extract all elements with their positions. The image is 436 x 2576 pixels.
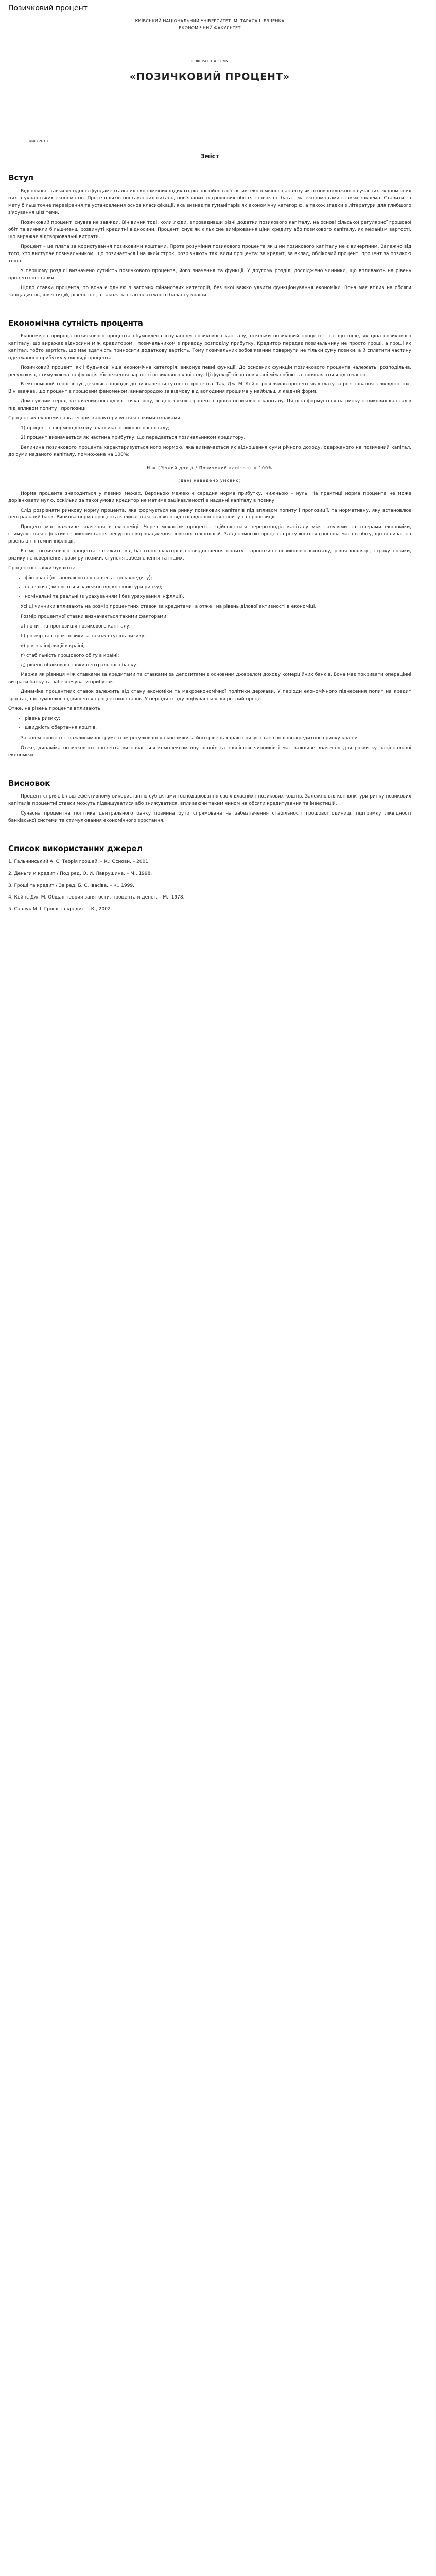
- intro-paragraph: Відсоткові ставки як одні із фундаментальних економічних індикаторів постійно в об'єктиві економічного аналізу як основоположного сучасних економічних цих, і українських економістів. Проте шляхів поставлених питань, пов'язаних із грошових обіття ставок і є багатьма економістами ставки зокрема. Ставити за мету більш точне перевірення та установлення основ класифікації, яка визнає та гуманітарів як економічну категорію, а також згадки з літератури для глибшого з'ясування цієї теми.: [8, 189, 411, 216]
- list-item: 2) процент визначається як частина прибутку, що передається позичальником кредитору.: [21, 435, 246, 441]
- ref-label: РЕФЕРАТ НА ТЕМУ: [190, 59, 229, 64]
- factor-item: б) розмір та строк позики, а також ступінь ризику;: [21, 633, 146, 639]
- faculty-name: ЕКОНОМІЧНИЙ ФАКУЛЬТЕТ: [179, 26, 241, 31]
- title-page: [8, 18, 411, 161]
- factor-item: а) попит та пропозиція позикового капіталу;: [21, 623, 131, 629]
- essence-paragraph: Домінуючим серед зазначених поглядів є точка зору, згідно з якою процент є ціною позикового капіталу. Ця ціна формується на ринку позикових капіталів під впливом попиту і пропозиції:: [8, 399, 411, 412]
- essence-paragraph: Маржа як різниця між ставками за кредитами та ставками за депозитами є основним джерелом доходу комерційних банків. Вона має покривати операційні витрати банку та забезпечувати прибуток.: [8, 672, 411, 685]
- conclusion-paragraph: Сучасна процентна політика центрального банку повинна бути спрямована на забезпечення стабільності грошової одиниці, підтримку ліквідності банківської системи та стимулювання економічного зростання.: [8, 810, 411, 823]
- essence-paragraph: Позичковий процент, як і будь-яка інша економічна категорія, виконує певні функції. До основних функцій позичкового процента належать: розподільча, регулююча, стимулююча та функція збереження вартості позикового капіталу. Ці функції тісно пов'язані між собою та проявляються одночасно.: [8, 365, 411, 378]
- essence-paragraph: Розмір процентної ставки визначається такими факторами:: [21, 614, 168, 619]
- intro-heading: Вступ: [8, 173, 34, 183]
- essence-paragraph: Норма процента знаходиться у певних межах. Верхньою межею є середня норма прибутку, нижньою – нуль. На практиці норма процента не може дорівнювати нулю, оскільки за такої умови кредитор не матиме зацікавленості в наданні капіталу в позику.: [8, 490, 411, 503]
- essence-paragraph: Економічна природа позичкового процента обумовлена існуванням позикового капіталу, оскільки позиковий процент є не що інше, як ціна позикового капіталу, що виражає відносини між кредитором і позичальником з приводу розподілу прибутку. Кредитор передає позичальнику не просто гроші, а гроші як капітал, тобто вартість, що має здатність приносити додаткову вартість. Тому позичальник зобов'язаний повернути не тільки суму позики, а й сплатити частину одержаного прибутку у вигляді процента.: [8, 333, 411, 361]
- essence-paragraph: Процент має важливе значення в економіці. Через механізм процента здійснюється перерозподіл капіталу між галузями та сферами економіки, стимулюється ефективне використання ресурсів і впровадження новітніх технологій. За допомогою процента регулюється грошова маса в обігу, що впливає на рівень цін і темпи інфляції.: [8, 524, 411, 545]
- institution-name: КИЇВСЬКИЙ НАЦІОНАЛЬНИЙ УНІВЕРСИТЕТ ІМ. ТАРАСА ШЕВЧЕНКА: [135, 18, 285, 23]
- intro-paragraph: У першому розділі визначено сутність позичкового процента, його значення та функції. У другому розділі досліджено чинники, що впливають на рівень процентної ставки.: [8, 268, 411, 281]
- essence-paragraph: Розмір позичкового процента залежить від багатьох факторів: співвідношення попиту і пропозиції позикового капіталу, рівня інфляції, строку позики, ризику неповернення, розміру позики, ступеня забезпечення та інших.: [8, 549, 411, 562]
- essence-paragraph: Динаміка процентних ставок залежить від стану економіки та макроекономічної політики держави. У періоди економічного піднесення попит на кредит зростає, що зумовлює підвищення процентних ставок. У періоди спаду відбувається зворотний процес.: [8, 689, 411, 702]
- conclusion-paragraph: Процент сприяє більш ефективному використанню суб'єктами господарювання своїх власних і позикових коштів. Залежно від кон'юнктури ринку позикових капіталів процентні ставки можуть підвищуватися або знижуватися, впливаючи таким чином на обсяги кредитування та інвестицій.: [8, 794, 411, 806]
- list-item: • рівень ризику;: [25, 716, 411, 723]
- factor-item: г) стабільність грошового обігу в країні;: [21, 653, 119, 658]
- intro-section: [8, 172, 411, 299]
- intro-paragraph: Позичковий процент існував не завжди. Він виник тоді, коли люди, впровадивши різні додатки позикового капіталу, на основі сільської регулярної грошової обіт та виникли більш-менш розвинуті кредитні відносини. Процент існує як кількісне вимірювання ціни кредиту або позикового капіталу, як механізм вартості, що виражає відтворювальні витрати.: [8, 220, 411, 240]
- list-item: • фіксовані (встановлюються на весь строк кредиту);: [25, 575, 411, 582]
- conclusion-heading: Висновок: [8, 778, 50, 788]
- intro-paragraph: Процент – це плата за користування позиковими коштами. Проте розуміння позикового процента як ціни позикового капіталу не є вичерпним. Залежно від того, хто виступає позичальником, що позичається і на який строк, розрізняють такі види процента: за кредит, за вклад, обліковий процент, процент за позикою тощо.: [8, 244, 411, 264]
- factor-item: в) рівень інфляції в країні;: [21, 643, 85, 649]
- list-item: • швидкість обертання коштів.: [25, 725, 411, 732]
- list-item: • номінальні та реальні (з урахуванням і без урахування інфляції).: [25, 594, 411, 601]
- reference-item: 4. Кейнс Дж. М. Общая теория занятости, процента и денег. – М., 1978.: [8, 894, 185, 900]
- document-main-title: «ПОЗИЧКОВИЙ ПРОЦЕНТ»: [129, 71, 290, 83]
- rates-intro: Процентні ставки бувають:: [8, 566, 76, 571]
- conclusion-section: [8, 777, 411, 825]
- list-item: • плаваючі (змінюються залежно від кон'юнктури ринку);: [25, 584, 411, 591]
- document-page: [0, 0, 420, 939]
- references-list: [8, 859, 411, 913]
- reference-item: 3. Гроші та кредит / За ред. Б. С. Івасіва. – К., 1999.: [8, 883, 134, 888]
- references-section: [8, 843, 411, 913]
- essence-section: [8, 317, 411, 759]
- essence-paragraph: В економічній теорії існує декілька підходів до визначення сутності процента. Так, Дж. М. Кейнс розглядав процент як «плату за розставання з ліквідністю». Він вважав, що процент є грошовим феноменом, винагородою за відмову від володіння грошима у найбільш ліквідній формі.: [8, 382, 411, 395]
- reference-item: 5. Савлук М. І. Гроші та кредит. – К., 2002.: [8, 906, 112, 912]
- formula-note: (дані наведено умовно): [178, 478, 241, 483]
- essence-paragraph: Отже, динаміка позичкового процента визначається комплексом внутрішніх та зовнішніх чинників і має важливе значення для розвитку національної економіки.: [8, 745, 411, 758]
- essence-paragraph: Загалом процент є важливим інструментом регулювання економіки, а його рівень характеризує стан грошово-кредитного ринку країни.: [21, 735, 359, 741]
- factor-item: д) рівень облікової ставки центрального банку.: [21, 663, 138, 668]
- norm-formula: Н = (Річний дохід / Позичений капітал) × 100%: [147, 465, 273, 470]
- essence-paragraph: Слід розрізняти ринкову норму процента, яка формується на ринку позикових капіталів під впливом попиту і пропозиції, та нормативну, яку встановлює центральний банк. Ринкова норма процента коливається залежно від співвідношення попиту та пропозиції.: [8, 507, 411, 520]
- influence-list: [8, 716, 411, 732]
- essence-paragraph: Усі ці чинники впливають на розмір процентних ставок за кредитами, а отже і на рівень ділової активності в економіці.: [21, 604, 317, 609]
- influence-intro: Отже, на рівень процента впливають:: [8, 706, 102, 712]
- reference-item: 2. Деньги и кредит / Под ред. О. И. Лаврушина. – М., 1998.: [8, 871, 152, 876]
- rates-list: [8, 575, 411, 601]
- toc-title: Зміст: [200, 152, 219, 160]
- intro-paragraph: Щодо ставки процента, то вона є однією з вагомих фінансових категорій, без якої важко уявити функціонування економіки. Вона має вплив на обсяги заощаджень, інвестицій, рівень цін, а також на стан платіжного балансу країни.: [8, 285, 411, 298]
- list-intro: Процент як економічна категорія характеризується такими ознаками:: [8, 416, 182, 421]
- list-item: 1) процент є формою доходу власника позикового капіталу;: [21, 426, 170, 431]
- reference-item: 1. Гальчинський А. С. Теорія грошей. – К.: Основи. – 2001.: [8, 859, 150, 865]
- city-year: КИЇВ 2013: [29, 139, 48, 143]
- essence-heading: Економічна сутність процента: [8, 318, 143, 328]
- references-heading: Список використаних джерел: [8, 843, 143, 853]
- page-title: Позичковий процент: [8, 4, 88, 12]
- essence-paragraph: Величина позичкового процента характеризується його нормою, яка визначається як відношення суми річного доходу, одержаного на позичений капітал, до суми наданого капіталу, помножене на 100%:: [8, 445, 411, 457]
